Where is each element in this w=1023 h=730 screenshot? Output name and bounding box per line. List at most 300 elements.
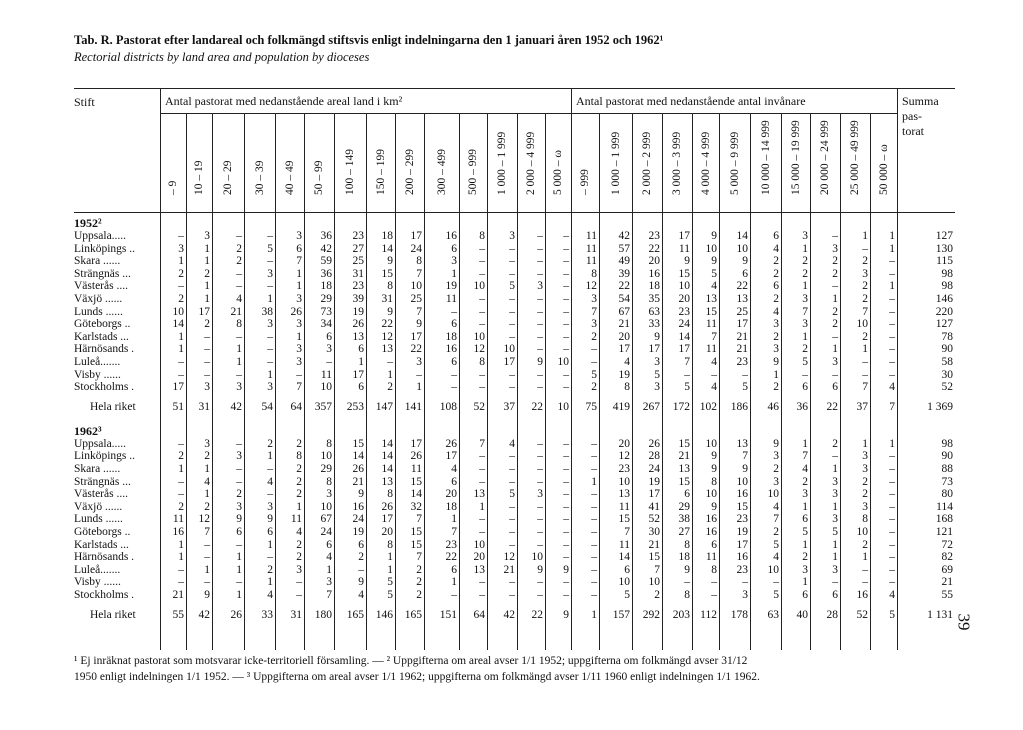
- table-cell: 9: [387, 255, 393, 268]
- table-cell: –: [537, 475, 543, 488]
- table-cell: –: [591, 513, 597, 526]
- table-cell: –: [509, 293, 515, 305]
- table-cell: 18: [648, 280, 660, 293]
- table-cell: 21: [736, 343, 748, 356]
- table-cell: 2: [296, 475, 302, 488]
- table-cell: 23: [678, 305, 690, 318]
- table-cell: –: [537, 381, 543, 394]
- table-cell: 8: [387, 280, 393, 293]
- table-cell: 7: [416, 551, 422, 564]
- row-label: Skara ......: [74, 255, 121, 268]
- table-cell: 16: [736, 551, 748, 564]
- table-cell: 1: [267, 576, 273, 589]
- table-cell: –: [684, 368, 690, 381]
- table-cell: –: [862, 563, 868, 576]
- table-cell: 38: [678, 513, 690, 526]
- table-cell: –: [563, 500, 569, 513]
- table-cell: 7: [451, 526, 457, 538]
- table-cell: –: [563, 551, 569, 564]
- table-cell: 6: [742, 267, 748, 280]
- table-cell: 17: [678, 343, 690, 356]
- table-cell: –: [509, 305, 515, 318]
- table-cell: 8: [684, 589, 690, 601]
- table-cell: 17: [410, 437, 422, 450]
- table-cell: –: [178, 437, 184, 450]
- table-cell: –: [537, 450, 543, 463]
- table-cell: 7: [416, 267, 422, 280]
- table-cell: 180: [314, 608, 332, 621]
- table-cell: 3: [802, 488, 808, 501]
- table-cell: –: [889, 576, 895, 589]
- table-cell: 8: [416, 255, 422, 268]
- table-cell: 220: [935, 305, 953, 318]
- table-cell: 4: [773, 242, 779, 255]
- table-cell: 14: [678, 330, 690, 343]
- table-cell: 10: [473, 280, 485, 293]
- table-cell: –: [416, 368, 422, 381]
- table-cell: –: [889, 368, 895, 381]
- row-label: Karlstads ...: [74, 330, 129, 343]
- table-cell: –: [563, 280, 569, 293]
- table-cell: –: [711, 576, 717, 589]
- column-header-label: 25 000 – 49 999: [849, 120, 861, 195]
- table-cell: –: [236, 538, 242, 551]
- column-header-label: 40 – 49: [283, 160, 296, 195]
- table-cell: 20: [473, 551, 485, 564]
- table-cell: 2: [267, 563, 273, 576]
- column-header-label: – 9: [167, 180, 179, 195]
- table-cell: 9: [654, 330, 660, 343]
- table-cell: –: [591, 450, 597, 463]
- table-cell: –: [537, 267, 543, 280]
- column-header: [698, 87, 714, 207]
- table-cell: 2: [204, 500, 210, 513]
- table-cell: 3: [802, 563, 808, 576]
- table-cell: 10: [320, 450, 332, 463]
- table-cell: 1: [832, 500, 838, 513]
- row-label: Visby ......: [74, 576, 121, 589]
- table-cell: 4: [773, 500, 779, 513]
- table-cell: 146: [375, 608, 393, 621]
- table-cell: 23: [352, 230, 364, 242]
- table-cell: –: [178, 576, 184, 589]
- table-cell: 127: [935, 230, 953, 242]
- table-cell: –: [832, 280, 838, 293]
- table-cell: 20: [618, 330, 630, 343]
- table-cell: –: [267, 488, 273, 501]
- table-cell: 20: [381, 526, 393, 538]
- table-cell: 88: [941, 463, 953, 475]
- table-cell: 2: [296, 437, 302, 450]
- table-cell: 8: [236, 318, 242, 331]
- table-cell: 21: [648, 538, 660, 551]
- table-cell: –: [832, 368, 838, 381]
- table-cell: 2: [267, 437, 273, 450]
- table-cell: –: [479, 293, 485, 305]
- table-cell: –: [509, 475, 515, 488]
- table-cell: 16: [352, 500, 364, 513]
- column-header: [282, 87, 298, 207]
- table-cell: –: [563, 437, 569, 450]
- row-label: Strängnäs ...: [74, 267, 131, 280]
- table-cell: 14: [381, 437, 393, 450]
- row-label: Västerås ....: [74, 488, 128, 501]
- table-cell: 1 131: [927, 608, 953, 621]
- table-cell: 2: [802, 343, 808, 356]
- table-cell: –: [862, 242, 868, 255]
- table-cell: –: [479, 368, 485, 381]
- table-cell: 10: [736, 242, 748, 255]
- table-cell: 9: [684, 255, 690, 268]
- table-cell: 1: [591, 475, 597, 488]
- table-cell: 2: [862, 280, 868, 293]
- table-cell: –: [742, 576, 748, 589]
- table-cell: 6: [624, 563, 630, 576]
- column-header-label: 4 000 – 4 999: [699, 131, 712, 195]
- table-cell: –: [296, 576, 302, 589]
- table-cell: 4: [711, 381, 717, 394]
- table-cell: –: [563, 450, 569, 463]
- table-cell: –: [889, 450, 895, 463]
- table-cell: 72: [941, 538, 953, 551]
- table-cell: 1: [178, 463, 184, 475]
- table-cell: 1: [236, 356, 242, 368]
- table-cell: 17: [381, 513, 393, 526]
- row-label: Växjö ......: [74, 293, 123, 305]
- table-cell: 31: [381, 293, 393, 305]
- table-cell: 1: [178, 330, 184, 343]
- table-cell: 2: [862, 293, 868, 305]
- table-cell: 1: [889, 242, 895, 255]
- table-cell: 2: [832, 437, 838, 450]
- table-cell: 1: [416, 381, 422, 394]
- table-cell: 6: [832, 381, 838, 394]
- table-cell: 36: [320, 230, 332, 242]
- table-cell: –: [591, 551, 597, 564]
- table-cell: 24: [678, 318, 690, 331]
- row-label: Härnösands .: [74, 343, 135, 356]
- table-cell: 2: [773, 463, 779, 475]
- table-cell: 3: [654, 381, 660, 394]
- table-cell: –: [742, 368, 748, 381]
- table-cell: 1: [832, 538, 838, 551]
- table-cell: 21: [172, 589, 184, 601]
- table-cell: 13: [352, 330, 364, 343]
- table-cell: 3: [509, 230, 515, 242]
- table-cell: 10: [856, 526, 868, 538]
- table-cell: –: [802, 368, 808, 381]
- table-cell: 21: [618, 318, 630, 331]
- column-header: [608, 87, 624, 207]
- table-cell: 121: [935, 526, 953, 538]
- header-stift: Stift: [74, 95, 95, 109]
- table-cell: –: [267, 230, 273, 242]
- table-cell: –: [537, 330, 543, 343]
- table-cell: –: [479, 589, 485, 601]
- table-cell: 23: [736, 356, 748, 368]
- table-cell: 12: [473, 343, 485, 356]
- table-cell: 10: [473, 538, 485, 551]
- table-cell: 3: [832, 513, 838, 526]
- row-label: Västerås ....: [74, 280, 128, 293]
- table-cell: 1: [296, 267, 302, 280]
- table-cell: 2: [416, 576, 422, 589]
- column-header: [220, 87, 236, 207]
- section-label: 1952²: [74, 216, 102, 230]
- table-cell: 63: [767, 608, 779, 621]
- section-label: 1962³: [74, 423, 102, 438]
- column-header-label: 200 – 299: [403, 149, 416, 195]
- table-cell: 1: [267, 450, 273, 463]
- table-cell: 1: [802, 242, 808, 255]
- table-cell: 127: [935, 318, 953, 331]
- table-cell: 90: [941, 343, 953, 356]
- table-cell: –: [451, 305, 457, 318]
- table-cell: 64: [473, 608, 485, 621]
- table-cell: 19: [445, 280, 457, 293]
- table-cell: 2: [654, 589, 660, 601]
- table-cell: 7: [416, 305, 422, 318]
- table-cell: –: [537, 242, 543, 255]
- table-cell: 13: [736, 437, 748, 450]
- table-cell: 10: [767, 563, 779, 576]
- table-cell: –: [236, 576, 242, 589]
- column-header-label: 150 – 199: [374, 149, 387, 195]
- row-label: Luleå.......: [74, 563, 121, 576]
- table-cell: 10: [705, 437, 717, 450]
- table-cell: 3: [537, 280, 543, 293]
- table-cell: 4: [773, 305, 779, 318]
- table-cell: 25: [736, 305, 748, 318]
- table-cell: 6: [451, 356, 457, 368]
- table-cell: 14: [410, 488, 422, 501]
- table-cell: –: [204, 356, 210, 368]
- table-cell: 9: [267, 513, 273, 526]
- column-header: [465, 87, 481, 207]
- table-cell: 6: [267, 526, 273, 538]
- table-cell: 42: [618, 230, 630, 242]
- table-cell: 28: [826, 608, 838, 621]
- table-cell: –: [509, 242, 515, 255]
- table-cell: 3: [591, 318, 597, 331]
- table-cell: 11: [290, 513, 302, 526]
- table-cell: 1: [204, 255, 210, 268]
- table-cell: 6: [711, 538, 717, 551]
- table-cell: 267: [642, 400, 660, 413]
- table-cell: –: [537, 500, 543, 513]
- table-cell: –: [832, 330, 838, 343]
- table-cell: 4: [711, 356, 717, 368]
- table-cell: 2: [296, 463, 302, 475]
- table-cell: 17: [445, 450, 457, 463]
- table-cell: 30: [648, 526, 660, 538]
- table-cell: –: [479, 242, 485, 255]
- table-cell: –: [509, 589, 515, 601]
- table-cell: –: [326, 356, 332, 368]
- table-cell: 6: [451, 563, 457, 576]
- table-cell: 4: [509, 437, 515, 450]
- table-cell: 8: [862, 513, 868, 526]
- table-cell: 2: [591, 330, 597, 343]
- table-cell: 7: [654, 563, 660, 576]
- table-cell: 3: [832, 356, 838, 368]
- table-cell: 9: [711, 230, 717, 242]
- table-cell: 16: [445, 230, 457, 242]
- table-cell: –: [479, 267, 485, 280]
- table-cell: 1: [296, 330, 302, 343]
- row-label: Luleå.......: [74, 356, 121, 368]
- table-cell: 26: [352, 318, 364, 331]
- table-cell: 2: [296, 538, 302, 551]
- table-cell: 9: [563, 608, 569, 621]
- row-label: Lunds ......: [74, 305, 123, 318]
- table-cell: –: [563, 230, 569, 242]
- table-cell: 253: [346, 400, 364, 413]
- table-cell: 9: [563, 563, 569, 576]
- table-cell: 22: [531, 608, 543, 621]
- table-cell: 11: [585, 230, 597, 242]
- table-cell: 7: [773, 513, 779, 526]
- table-cell: 2: [416, 589, 422, 601]
- table-cell: 21: [503, 563, 515, 576]
- table-cell: 2: [773, 381, 779, 394]
- table-cell: 1: [862, 551, 868, 564]
- table-cell: 8: [479, 230, 485, 242]
- page-number: 39: [954, 613, 974, 631]
- table-cell: 1: [832, 343, 838, 356]
- table-cell: 29: [678, 500, 690, 513]
- table-cell: –: [563, 463, 569, 475]
- table-cell: 9: [711, 450, 717, 463]
- column-header: [847, 87, 863, 207]
- table-cell: 18: [678, 551, 690, 564]
- table-cell: –: [204, 368, 210, 381]
- column-header: [577, 87, 593, 207]
- table-cell: 19: [736, 526, 748, 538]
- table-cell: 3: [451, 255, 457, 268]
- table-cell: 10: [531, 551, 543, 564]
- table-cell: –: [537, 368, 543, 381]
- table-cell: –: [684, 576, 690, 589]
- column-header-label: 20 – 29: [222, 160, 234, 195]
- table-cell: 5: [889, 608, 895, 621]
- table-cell: 6: [802, 381, 808, 394]
- table-cell: 3: [296, 293, 302, 305]
- table-cell: –: [537, 437, 543, 450]
- table-cell: –: [509, 576, 515, 589]
- table-cell: 2: [387, 381, 393, 394]
- table-cell: 10: [705, 242, 717, 255]
- table-cell: 35: [648, 293, 660, 305]
- table-cell: 2: [773, 526, 779, 538]
- table-cell: 10: [503, 343, 515, 356]
- table-cell: –: [591, 589, 597, 601]
- table-cell: –: [832, 576, 838, 589]
- table-cell: –: [889, 513, 895, 526]
- table-cell: –: [509, 463, 515, 475]
- table-cell: 1: [204, 563, 210, 576]
- table-cell: 7: [479, 437, 485, 450]
- table-cell: 3: [267, 267, 273, 280]
- table-cell: 5: [509, 280, 515, 293]
- table-cell: 14: [352, 450, 364, 463]
- table-cell: –: [509, 318, 515, 331]
- column-header: [727, 87, 743, 207]
- table-cell: 26: [410, 450, 422, 463]
- table-cell: 2: [862, 255, 868, 268]
- table-cell: 24: [410, 242, 422, 255]
- table-cell: 6: [773, 230, 779, 242]
- table-cell: 6: [296, 242, 302, 255]
- table-cell: –: [537, 230, 543, 242]
- column-rule: [212, 113, 213, 650]
- table-cell: –: [267, 463, 273, 475]
- row-label: Härnösands .: [74, 551, 135, 564]
- table-cell: 2: [832, 255, 838, 268]
- table-cell: 8: [326, 475, 332, 488]
- row-label: Linköpings ..: [74, 450, 136, 463]
- table-cell: 5: [509, 488, 515, 501]
- column-header: [550, 87, 566, 207]
- table-cell: 7: [591, 305, 597, 318]
- table-cell: –: [889, 305, 895, 318]
- table-cell: –: [889, 463, 895, 475]
- table-cell: –: [509, 513, 515, 526]
- table-cell: 2: [773, 293, 779, 305]
- table-cell: –: [563, 368, 569, 381]
- table-cell: 52: [941, 381, 953, 394]
- table-cell: –: [563, 343, 569, 356]
- column-header-label: 1 000 – 1 999: [496, 131, 508, 195]
- table-cell: 13: [381, 343, 393, 356]
- table-cell: 20: [618, 437, 630, 450]
- table-cell: 38: [261, 305, 273, 318]
- column-header: [342, 87, 358, 207]
- table-cell: –: [889, 551, 895, 564]
- row-label: Strängnäs ...: [74, 475, 131, 488]
- table-cell: 26: [381, 500, 393, 513]
- table-cell: 23: [352, 280, 364, 293]
- table-cell: –: [479, 318, 485, 331]
- table-cell: –: [451, 368, 457, 381]
- table-cell: 17: [410, 230, 422, 242]
- table-cell: 3: [326, 576, 332, 589]
- table-cell: 9: [742, 463, 748, 475]
- table-cell: 3: [267, 318, 273, 331]
- table-cell: 3: [862, 500, 868, 513]
- table-cell: 13: [618, 488, 630, 501]
- table-cell: 7: [624, 526, 630, 538]
- table-cell: –: [509, 255, 515, 268]
- table-cell: 2: [416, 563, 422, 576]
- table-cell: 39: [352, 293, 364, 305]
- table-cell: 9: [204, 589, 210, 601]
- table-cell: 3: [204, 230, 210, 242]
- column-header-label: 5 000 – 9 999: [728, 131, 741, 195]
- table-cell: 39: [618, 267, 630, 280]
- table-cell: 17: [648, 343, 660, 356]
- table-cell: 2: [178, 267, 184, 280]
- table-cell: 7: [802, 450, 808, 463]
- table-cell: 5: [742, 381, 748, 394]
- table-cell: 12: [618, 450, 630, 463]
- table-cell: –: [204, 576, 210, 589]
- table-cell: 33: [648, 318, 660, 331]
- table-cell: 186: [730, 400, 748, 413]
- table-cell: 9: [236, 513, 242, 526]
- table-cell: 15: [678, 267, 690, 280]
- column-header: [494, 87, 510, 207]
